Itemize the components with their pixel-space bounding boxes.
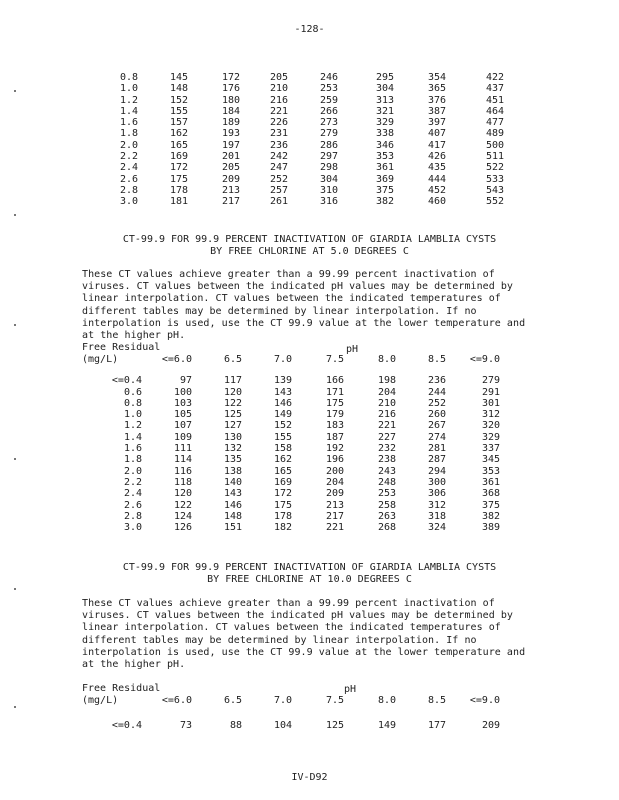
ct-value-cell: 337 — [481, 443, 500, 455]
ct-value-cell: 171 — [325, 386, 344, 398]
ct-value-cell: 217 — [221, 196, 240, 208]
ct-value-cell: 511 — [485, 151, 504, 163]
table-row — [96, 500, 500, 511]
ph-column-header: 7.0 — [273, 695, 292, 706]
ct-value-cell: 407 — [427, 128, 446, 140]
ct-value-cell: 135 — [223, 454, 242, 466]
margin-mark — [14, 214, 16, 216]
free-residual-label: Free Residual — [82, 683, 161, 694]
ph-column-header: 7.0 — [273, 354, 292, 365]
table-row — [108, 185, 504, 196]
ct-value-cell: 209 — [221, 173, 240, 185]
ct-value-cell: 294 — [427, 465, 446, 477]
residual-cell: 1.0 — [119, 83, 138, 95]
ct-value-cell: 165 — [273, 465, 292, 477]
ct-value-cell: 318 — [427, 510, 446, 522]
ct-value-cell: 426 — [427, 151, 446, 163]
ct-value-cell: 176 — [221, 83, 240, 95]
ct-value-cell: 304 — [319, 173, 338, 185]
ct-value-cell: 183 — [325, 420, 344, 432]
ct-value-cell: 146 — [273, 397, 292, 409]
ct-value-cell: 145 — [169, 72, 188, 83]
ct-value-cell: 120 — [173, 488, 192, 500]
ct-value-cell: 97 — [179, 375, 192, 387]
ct-table-continued — [108, 72, 504, 208]
notes-paragraph: These CT values achieve greater than a 99.99 percent inactivation of viruses. CT values between the indicated pH values may be determined by linear interpolation. CT values between the indicated temperatures of different tables may be determined by linear interpolation. If no interpolation is used, use the CT 99.9 value at the lower temperature and at the higher pH. — [82, 598, 526, 671]
residual-cell: 3.0 — [123, 522, 142, 534]
ct-value-cell: 117 — [223, 375, 242, 387]
ct-value-cell: 324 — [427, 522, 446, 534]
ct-value-cell: 127 — [223, 420, 242, 432]
ct-value-cell: 500 — [485, 139, 504, 151]
table-row — [96, 511, 500, 522]
table-row — [96, 375, 500, 386]
ct-value-cell: 200 — [325, 465, 344, 477]
ct-value-cell: 552 — [485, 196, 504, 208]
ct-value-cell: 146 — [223, 499, 242, 511]
ct-value-cell: 169 — [169, 151, 188, 163]
ph-column-header: 8.0 — [377, 695, 396, 706]
ct-value-cell: 267 — [427, 420, 446, 432]
ph-column-header: 8.5 — [427, 354, 446, 365]
table-row — [96, 522, 500, 533]
residual-cell: 1.4 — [119, 105, 138, 117]
ct-value-cell: 149 — [377, 720, 396, 732]
ct-value-cell: 353 — [375, 151, 394, 163]
ct-value-cell: 460 — [427, 196, 446, 208]
table-row — [96, 477, 500, 488]
units-label: (mg/L) — [82, 354, 119, 365]
ph-column-header: 6.5 — [223, 695, 242, 706]
ct-value-cell: 111 — [173, 443, 192, 455]
ct-value-cell: 179 — [325, 409, 344, 421]
ct-value-cell: 180 — [221, 94, 240, 106]
ct-value-cell: 268 — [377, 522, 396, 534]
ct-table-5c — [96, 354, 500, 533]
residual-cell: 1.0 — [123, 409, 142, 421]
ct-value-cell: 162 — [273, 454, 292, 466]
page-number: -128- — [294, 24, 325, 35]
ct-value-cell: 221 — [269, 105, 288, 117]
ct-value-cell: 368 — [481, 488, 500, 500]
ct-value-cell: 295 — [375, 72, 394, 83]
ct-value-cell: 313 — [375, 94, 394, 106]
ct-value-cell: 193 — [221, 128, 240, 140]
ct-value-cell: 181 — [169, 196, 188, 208]
margin-mark — [14, 588, 16, 590]
ct-value-cell: 543 — [485, 184, 504, 196]
ct-value-cell: 169 — [273, 476, 292, 488]
ct-table-10c — [96, 695, 500, 732]
residual-cell: 2.6 — [119, 173, 138, 185]
ct-value-cell: 252 — [269, 173, 288, 185]
residual-cell: 0.6 — [123, 386, 142, 398]
ct-value-cell: 216 — [377, 409, 396, 421]
ct-value-cell: 274 — [427, 431, 446, 443]
ph-column-header: <=9.0 — [469, 695, 500, 706]
ct-value-cell: 148 — [223, 510, 242, 522]
ct-value-cell: 248 — [377, 476, 396, 488]
ct-value-cell: 297 — [319, 151, 338, 163]
ct-value-cell: 120 — [223, 386, 242, 398]
ct-value-cell: 172 — [169, 162, 188, 174]
ct-value-cell: 143 — [273, 386, 292, 398]
ct-value-cell: 261 — [269, 196, 288, 208]
table-header-row — [96, 695, 500, 706]
ct-value-cell: 205 — [269, 72, 288, 83]
ct-value-cell: 139 — [273, 375, 292, 387]
ct-value-cell: 184 — [221, 105, 240, 117]
ph-column-header: 6.5 — [223, 354, 242, 365]
ct-value-cell: 451 — [485, 94, 504, 106]
ct-value-cell: 329 — [375, 117, 394, 129]
ph-column-header: <=9.0 — [469, 354, 500, 365]
ct-value-cell: 189 — [221, 117, 240, 129]
ct-value-cell: 152 — [273, 420, 292, 432]
ct-value-cell: 353 — [481, 465, 500, 477]
residual-cell: 1.8 — [123, 454, 142, 466]
ct-value-cell: 221 — [377, 420, 396, 432]
ct-value-cell: 304 — [375, 83, 394, 95]
ct-value-cell: 232 — [377, 443, 396, 455]
ct-value-cell: 105 — [173, 409, 192, 421]
residual-cell: 1.8 — [119, 128, 138, 140]
ct-value-cell: 287 — [427, 454, 446, 466]
table-row — [108, 106, 504, 117]
ct-value-cell: 489 — [485, 128, 504, 140]
table-row — [96, 443, 500, 454]
table-row — [96, 409, 500, 420]
ct-value-cell: 158 — [273, 443, 292, 455]
residual-cell: 2.2 — [123, 476, 142, 488]
ct-value-cell: 138 — [223, 465, 242, 477]
ct-value-cell: 242 — [269, 151, 288, 163]
table-row — [96, 454, 500, 465]
ct-value-cell: 533 — [485, 173, 504, 185]
ct-value-cell: 389 — [481, 522, 500, 534]
ct-value-cell: 321 — [375, 105, 394, 117]
table-row — [96, 398, 500, 409]
ct-value-cell: 88 — [229, 720, 242, 732]
ct-value-cell: 165 — [169, 139, 188, 151]
residual-cell: 2.6 — [123, 499, 142, 511]
units-label: (mg/L) — [82, 695, 119, 706]
ct-value-cell: 217 — [325, 510, 344, 522]
ct-value-cell: 279 — [481, 375, 500, 387]
residual-cell: 2.4 — [123, 488, 142, 500]
margin-mark — [14, 90, 16, 92]
margin-mark — [14, 458, 16, 460]
ct-value-cell: 238 — [377, 454, 396, 466]
ct-value-cell: 301 — [481, 397, 500, 409]
ct-value-cell: 103 — [173, 397, 192, 409]
ph-column-header: 7.5 — [325, 695, 344, 706]
ct-value-cell: 266 — [319, 105, 338, 117]
ct-value-cell: 310 — [319, 184, 338, 196]
ct-value-cell: 281 — [427, 443, 446, 455]
ph-column-header: <=6.0 — [161, 354, 192, 365]
residual-cell: 1.4 — [123, 431, 142, 443]
ct-value-cell: 210 — [269, 83, 288, 95]
ct-value-cell: 312 — [481, 409, 500, 421]
residual-cell: 3.0 — [119, 196, 138, 208]
ct-value-cell: 187 — [325, 431, 344, 443]
ct-value-cell: 148 — [169, 83, 188, 95]
ct-value-cell: 375 — [375, 184, 394, 196]
ct-value-cell: 437 — [485, 83, 504, 95]
ct-value-cell: 151 — [223, 522, 242, 534]
ct-value-cell: 259 — [319, 94, 338, 106]
ct-value-cell: 298 — [319, 162, 338, 174]
ct-value-cell: 107 — [173, 420, 192, 432]
ct-value-cell: 477 — [485, 117, 504, 129]
residual-cell: 2.0 — [119, 139, 138, 151]
ct-value-cell: 346 — [375, 139, 394, 151]
ct-value-cell: 329 — [481, 431, 500, 443]
header-blank — [96, 354, 142, 365]
residual-cell: 2.2 — [119, 151, 138, 163]
table-header-row — [96, 354, 500, 365]
header-blank — [96, 695, 142, 706]
ct-value-cell: 246 — [319, 72, 338, 83]
ct-value-cell: 100 — [173, 386, 192, 398]
ct-value-cell: 422 — [485, 72, 504, 83]
ct-value-cell: 226 — [269, 117, 288, 129]
residual-cell: 2.8 — [119, 184, 138, 196]
ct-value-cell: 435 — [427, 162, 446, 174]
ct-value-cell: 157 — [169, 117, 188, 129]
ct-value-cell: 382 — [481, 510, 500, 522]
footer-page-id: IV-D92 — [291, 772, 328, 783]
table-row — [96, 420, 500, 431]
ct-value-cell: 201 — [221, 151, 240, 163]
ct-value-cell: 221 — [325, 522, 344, 534]
ct-value-cell: 258 — [377, 499, 396, 511]
ct-value-cell: 273 — [319, 117, 338, 129]
ct-value-cell: 369 — [375, 173, 394, 185]
table-row — [108, 128, 504, 139]
ct-value-cell: 397 — [427, 117, 446, 129]
table-row — [96, 387, 500, 398]
table-spacer — [96, 365, 500, 375]
ph-column-header: <=6.0 — [161, 695, 192, 706]
ct-value-cell: 291 — [481, 386, 500, 398]
ct-value-cell: 243 — [377, 465, 396, 477]
ct-value-cell: 312 — [427, 499, 446, 511]
ct-value-cell: 109 — [173, 431, 192, 443]
ph-column-header: 8.0 — [377, 354, 396, 365]
ph-label: pH — [344, 684, 357, 695]
ct-value-cell: 172 — [221, 72, 240, 83]
notes-paragraph: These CT values achieve greater than a 99.99 percent inactivation of viruses. CT values between the indicated pH values may be determined by linear interpolation. CT values between the indicated temperatures of different tables may be determined by linear interpolation. If no interpolation is used, use the CT 99.9 value at the lower temperature and at the higher pH. — [82, 269, 526, 342]
ct-value-cell: 178 — [273, 510, 292, 522]
ct-value-cell: 444 — [427, 173, 446, 185]
ct-value-cell: 122 — [173, 499, 192, 511]
ct-value-cell: 354 — [427, 72, 446, 83]
ct-value-cell: 130 — [223, 431, 242, 443]
ct-value-cell: 231 — [269, 128, 288, 140]
table-row — [96, 488, 500, 499]
ct-value-cell: 177 — [427, 720, 446, 732]
ct-value-cell: 124 — [173, 510, 192, 522]
table-row — [108, 95, 504, 106]
ct-value-cell: 182 — [273, 522, 292, 534]
ct-value-cell: 216 — [269, 94, 288, 106]
table-row — [108, 196, 504, 207]
table-row — [96, 466, 500, 477]
ph-column-header: 8.5 — [427, 695, 446, 706]
table-caption: CT-99.9 FOR 99.9 PERCENT INACTIVATION OF GIARDIA LAMBLIA CYSTS — [122, 562, 497, 573]
ct-value-cell: 172 — [273, 488, 292, 500]
ct-value-cell: 376 — [427, 94, 446, 106]
ct-value-cell: 149 — [273, 409, 292, 421]
table-row — [108, 162, 504, 173]
residual-cell: 1.2 — [123, 420, 142, 432]
ct-value-cell: 236 — [269, 139, 288, 151]
ct-value-cell: 320 — [481, 420, 500, 432]
residual-cell: 1.6 — [123, 443, 142, 455]
ct-value-cell: 114 — [173, 454, 192, 466]
table-row — [108, 117, 504, 128]
ct-value-cell: 286 — [319, 139, 338, 151]
ct-value-cell: 178 — [169, 184, 188, 196]
ct-value-cell: 253 — [377, 488, 396, 500]
ct-value-cell: 192 — [325, 443, 344, 455]
table-row — [96, 720, 500, 731]
ct-value-cell: 263 — [377, 510, 396, 522]
ct-value-cell: 260 — [427, 409, 446, 421]
table-caption-subtitle: BY FREE CHLORINE AT 5.0 DEGREES C — [210, 246, 409, 257]
ct-value-cell: 244 — [427, 386, 446, 398]
ct-value-cell: 209 — [325, 488, 344, 500]
ct-value-cell: 338 — [375, 128, 394, 140]
ct-value-cell: 417 — [427, 139, 446, 151]
ct-value-cell: 118 — [173, 476, 192, 488]
ct-value-cell: 155 — [169, 105, 188, 117]
ct-value-cell: 361 — [375, 162, 394, 174]
ct-value-cell: 382 — [375, 196, 394, 208]
residual-cell: 1.6 — [119, 117, 138, 129]
ct-value-cell: 316 — [319, 196, 338, 208]
ct-value-cell: 213 — [325, 499, 344, 511]
ct-value-cell: 361 — [481, 476, 500, 488]
ct-value-cell: 152 — [169, 94, 188, 106]
ct-value-cell: 198 — [377, 375, 396, 387]
ct-value-cell: 162 — [169, 128, 188, 140]
ct-value-cell: 197 — [221, 139, 240, 151]
residual-cell: <=0.4 — [111, 375, 142, 387]
ct-value-cell: 209 — [481, 720, 500, 732]
ct-value-cell: 464 — [485, 105, 504, 117]
margin-mark — [14, 706, 16, 708]
table-row — [96, 432, 500, 443]
ct-value-cell: 73 — [179, 720, 192, 732]
ct-value-cell: 175 — [273, 499, 292, 511]
table-row — [108, 151, 504, 162]
ct-value-cell: 204 — [325, 476, 344, 488]
free-residual-label: Free Residual — [82, 342, 161, 353]
residual-cell: 1.2 — [119, 94, 138, 106]
table-caption-subtitle: BY FREE CHLORINE AT 10.0 DEGREES C — [207, 574, 412, 585]
ct-value-cell: 126 — [173, 522, 192, 534]
ct-value-cell: 387 — [427, 105, 446, 117]
ct-value-cell: 452 — [427, 184, 446, 196]
ct-value-cell: 257 — [269, 184, 288, 196]
residual-cell: 2.8 — [123, 510, 142, 522]
residual-cell: 2.4 — [119, 162, 138, 174]
ct-value-cell: 227 — [377, 431, 396, 443]
ct-value-cell: 122 — [223, 397, 242, 409]
table-spacer — [96, 706, 500, 720]
ct-value-cell: 175 — [169, 173, 188, 185]
ct-value-cell: 375 — [481, 499, 500, 511]
ct-value-cell: 253 — [319, 83, 338, 95]
ct-value-cell: 132 — [223, 443, 242, 455]
ct-value-cell: 196 — [325, 454, 344, 466]
ct-value-cell: 205 — [221, 162, 240, 174]
ph-column-header: 7.5 — [325, 354, 344, 365]
ct-value-cell: 300 — [427, 476, 446, 488]
ct-value-cell: 236 — [427, 375, 446, 387]
residual-cell: 0.8 — [119, 72, 138, 83]
ct-value-cell: 143 — [223, 488, 242, 500]
ct-value-cell: 166 — [325, 375, 344, 387]
table-row — [108, 72, 504, 83]
ct-value-cell: 125 — [223, 409, 242, 421]
ct-value-cell: 210 — [377, 397, 396, 409]
ct-value-cell: 140 — [223, 476, 242, 488]
ct-value-cell: 247 — [269, 162, 288, 174]
ct-value-cell: 345 — [481, 454, 500, 466]
table-row — [108, 174, 504, 185]
ct-value-cell: 175 — [325, 397, 344, 409]
table-caption: CT-99.9 FOR 99.9 PERCENT INACTIVATION OF GIARDIA LAMBLIA CYSTS — [122, 234, 497, 245]
table-row — [108, 83, 504, 94]
ph-label: pH — [346, 344, 359, 355]
ct-value-cell: 252 — [427, 397, 446, 409]
residual-cell: <=0.4 — [111, 720, 142, 732]
ct-value-cell: 522 — [485, 162, 504, 174]
residual-cell: 2.0 — [123, 465, 142, 477]
ct-value-cell: 104 — [273, 720, 292, 732]
ct-value-cell: 306 — [427, 488, 446, 500]
residual-cell: 0.8 — [123, 397, 142, 409]
ct-value-cell: 116 — [173, 465, 192, 477]
ct-value-cell: 125 — [325, 720, 344, 732]
ct-value-cell: 365 — [427, 83, 446, 95]
ct-value-cell: 204 — [377, 386, 396, 398]
table-row — [108, 140, 504, 151]
ct-value-cell: 279 — [319, 128, 338, 140]
ct-value-cell: 155 — [273, 431, 292, 443]
margin-mark — [14, 324, 16, 326]
ct-value-cell: 213 — [221, 184, 240, 196]
